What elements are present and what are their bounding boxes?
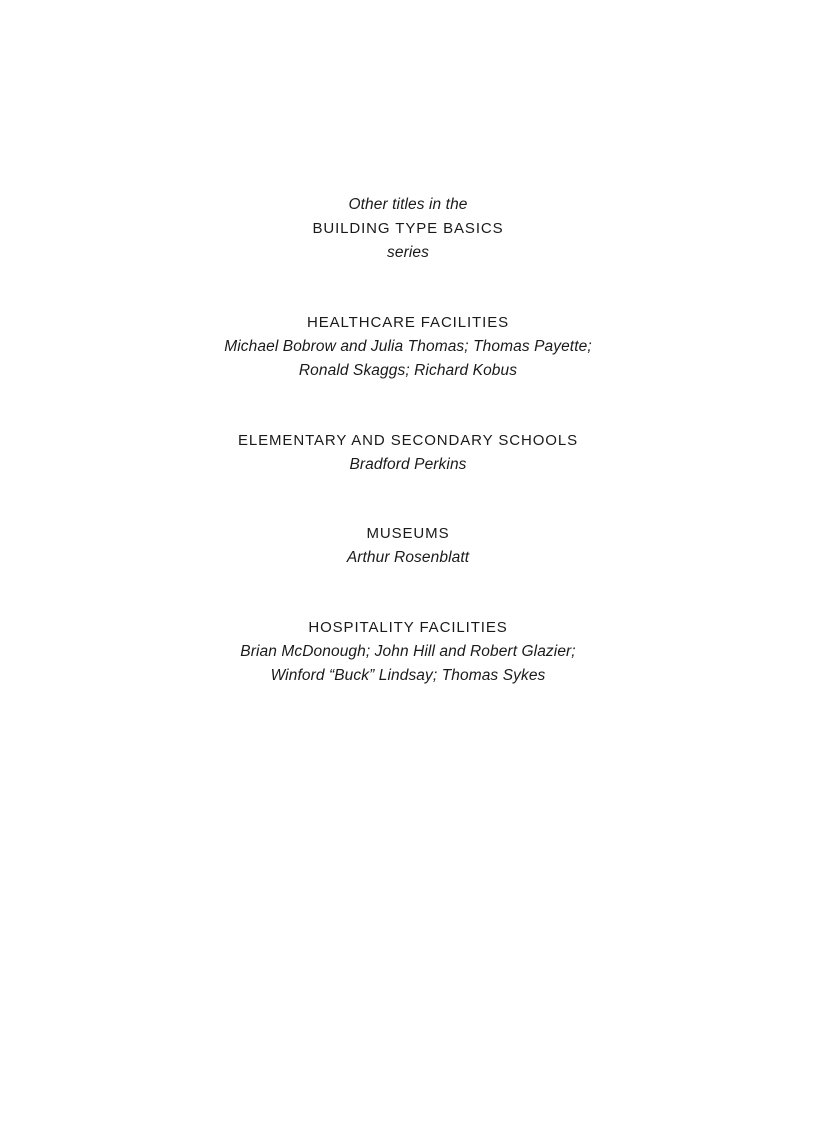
author-line: Michael Bobrow and Julia Thomas; Thomas Payette; [224, 338, 592, 355]
title-entry-healthcare [0, 311, 816, 383]
book-title: HOSPITALITY FACILITIES [308, 619, 508, 636]
series-name: BUILDING TYPE BASICS [312, 220, 504, 237]
author-line: Bradford Perkins [349, 456, 467, 473]
book-title: MUSEUMS [366, 525, 450, 542]
author-line: Arthur Rosenblatt [346, 549, 470, 566]
title-entry-schools [0, 429, 816, 477]
intro-series-word: series [387, 244, 429, 261]
intro-line: Other titles in the [348, 196, 468, 213]
author-line: Ronald Skaggs; Richard Kobus [298, 362, 518, 379]
author-line: Brian McDonough; John Hill and Robert Glazier; [240, 643, 576, 660]
book-title: ELEMENTARY AND SECONDARY SCHOOLS [237, 432, 578, 449]
book-title: HEALTHCARE FACILITIES [307, 314, 509, 331]
title-entry-hospitality [0, 616, 816, 688]
author-line: Winford “Buck” Lindsay; Thomas Sykes [270, 667, 546, 684]
title-entry-museums [0, 522, 816, 570]
series-intro [0, 193, 816, 265]
